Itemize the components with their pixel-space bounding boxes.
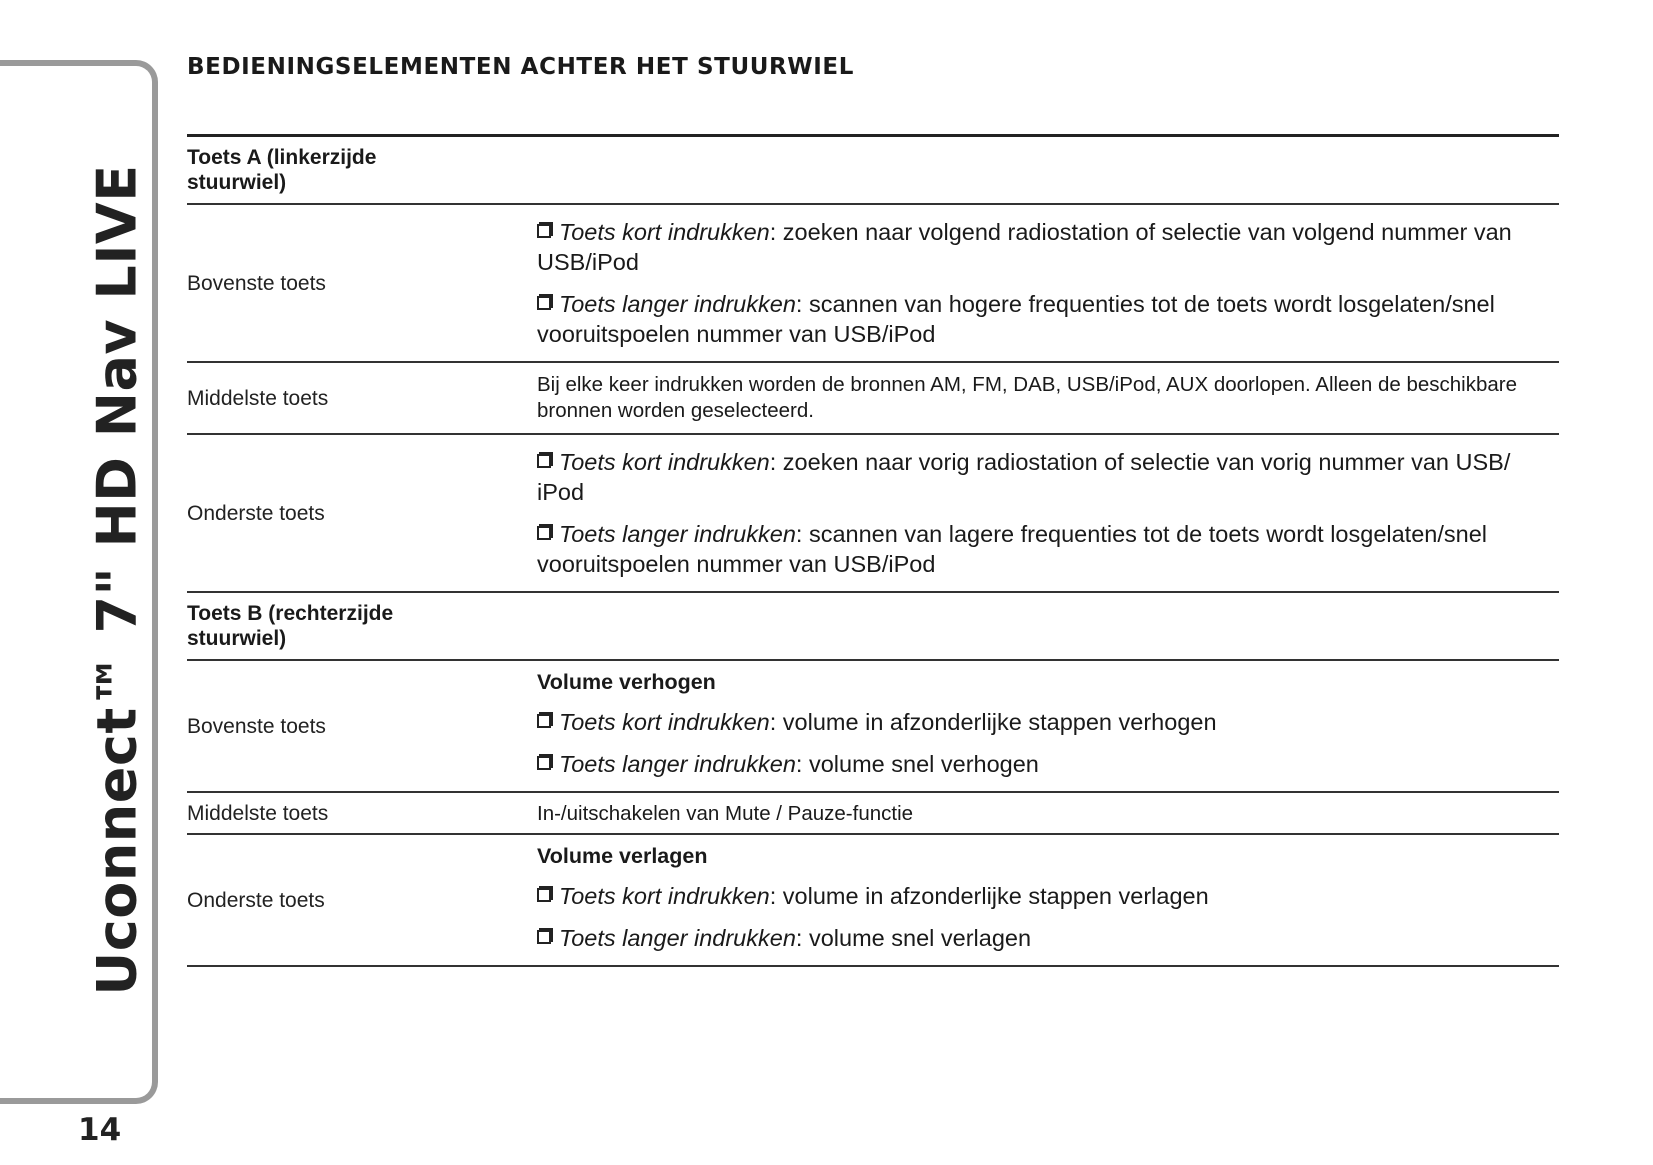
group-a-top-row bbox=[187, 204, 1559, 362]
checkbox-bullet-icon bbox=[537, 296, 551, 310]
group-a-bottom-item-short bbox=[537, 447, 1547, 507]
item-em: Toets langer indrukken bbox=[559, 751, 796, 777]
group-a-top-label: Bovenste toets bbox=[187, 271, 326, 295]
group-a-header-row bbox=[187, 136, 1559, 205]
checkbox-bullet-icon bbox=[537, 454, 551, 468]
group-a-title bbox=[187, 136, 537, 205]
item-text: : volume snel verhogen bbox=[795, 751, 1039, 777]
group-b-middle-label: Middelste toets bbox=[187, 801, 329, 825]
group-a-title-line2: stuurwiel) bbox=[187, 171, 287, 194]
volume-down-heading: Volume verlagen bbox=[537, 844, 708, 868]
side-chapter-title: Uconnect™ 7" HD Nav LIVE bbox=[85, 164, 149, 996]
item-em: Toets kort indrukken bbox=[559, 449, 770, 475]
group-b-bottom-item-short bbox=[537, 881, 1547, 911]
item-text: : volume in afzonderlijke stappen verhogen bbox=[769, 709, 1217, 735]
group-a-bottom-row bbox=[187, 434, 1559, 592]
checkbox-bullet-icon bbox=[537, 888, 551, 902]
item-text: : scannen van lagere frequenties tot de toets wordt losgelaten/snel vooruitspoelen nummer van USB/iPod bbox=[537, 521, 1487, 577]
group-b-header-row bbox=[187, 592, 1559, 660]
group-a-middle-row bbox=[187, 362, 1559, 434]
item-em: Toets kort indrukken bbox=[559, 883, 770, 909]
checkbox-bullet-icon bbox=[537, 224, 551, 238]
group-b-title-line1: Toets B (rechterzijde bbox=[187, 602, 394, 625]
volume-up-heading: Volume verhogen bbox=[537, 670, 716, 694]
section-heading: BEDIENINGSELEMENTEN ACHTER HET STUURWIEL bbox=[187, 54, 855, 80]
checkbox-bullet-icon bbox=[537, 526, 551, 540]
item-em: Toets kort indrukken bbox=[559, 219, 770, 245]
group-b-top-item-short bbox=[537, 707, 1547, 737]
page-number: 14 bbox=[78, 1112, 122, 1148]
group-b-top-label: Bovenste toets bbox=[187, 714, 326, 738]
group-b-bottom-label: Onderste toets bbox=[187, 888, 325, 912]
item-text: : zoeken naar volgend radiostation of selectie van volgend nummer van USB/iPod bbox=[537, 219, 1512, 275]
group-a-middle-label: Middelste toets bbox=[187, 386, 329, 410]
group-a-top-item-short bbox=[537, 217, 1547, 277]
group-b-title bbox=[187, 592, 537, 660]
item-text: : zoeken naar vorig radiostation of selectie van vorig nummer van USB/ iPod bbox=[537, 449, 1511, 505]
group-b-bottom-item-long bbox=[537, 923, 1547, 953]
checkbox-bullet-icon bbox=[537, 930, 551, 944]
item-text: : volume snel verlagen bbox=[795, 925, 1032, 951]
group-a-title-line1: Toets A (linkerzijde bbox=[187, 146, 377, 169]
controls-table bbox=[187, 134, 1559, 967]
item-text: : scannen van hogere frequenties tot de toets wordt losgelaten/snel vooruitspoelen nummer van USB/iPod bbox=[537, 291, 1495, 347]
group-b-middle-row bbox=[187, 792, 1559, 834]
group-a-bottom-label: Onderste toets bbox=[187, 501, 325, 525]
item-em: Toets kort indrukken bbox=[559, 709, 770, 735]
item-text: : volume in afzonderlijke stappen verlagen bbox=[769, 883, 1209, 909]
group-b-title-line2: stuurwiel) bbox=[187, 627, 287, 650]
group-b-bottom-row bbox=[187, 834, 1559, 966]
checkbox-bullet-icon bbox=[537, 756, 551, 770]
group-a-bottom-item-long bbox=[537, 519, 1547, 579]
group-b-top-row bbox=[187, 660, 1559, 792]
item-em: Toets langer indrukken bbox=[559, 291, 796, 317]
group-b-top-item-long bbox=[537, 749, 1547, 779]
item-em: Toets langer indrukken bbox=[559, 521, 796, 547]
group-a-top-item-long bbox=[537, 289, 1547, 349]
group-a-middle-text: Bij elke keer indrukken worden de bronnen AM, FM, DAB, USB/iPod, AUX doorlopen. Alleen de beschikbare bronnen worden geselecteerd. bbox=[537, 373, 1517, 422]
group-b-middle-text: In-/uitschakelen van Mute / Pauze-functie bbox=[537, 802, 914, 825]
checkbox-bullet-icon bbox=[537, 714, 551, 728]
item-em: Toets langer indrukken bbox=[559, 925, 796, 951]
